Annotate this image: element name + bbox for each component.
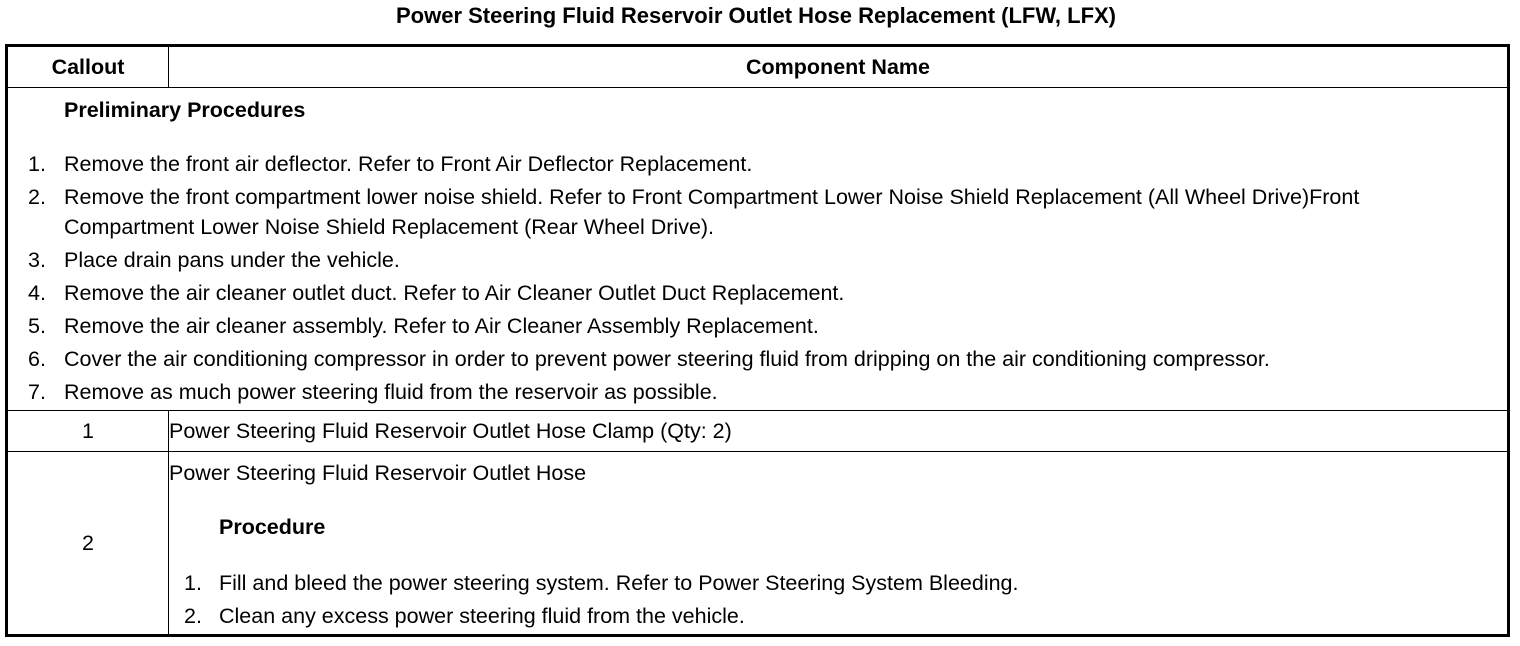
step-number: 4. [28, 281, 46, 305]
step-text: Remove the air cleaner assembly. Refer to Air Cleaner Assembly Replacement. [64, 314, 819, 338]
procedure-heading: Procedure [219, 515, 326, 539]
component-name-header: Component Name [169, 46, 1509, 88]
step-number: 1. [184, 571, 202, 595]
table-row [7, 452, 1509, 636]
procedure-table [5, 44, 1510, 637]
procedure-steps-list [169, 568, 1507, 631]
step-number: 7. [28, 380, 46, 404]
table-header-row [7, 46, 1509, 88]
step-number: 6. [28, 347, 46, 371]
callout-cell: 1 [7, 411, 169, 452]
step-number: 1. [28, 152, 46, 176]
step-text: Remove the front compartment lower noise shield. Refer to Front Compartment Lower Noise Shield Replacement (All Wheel Drive)Front Compartment Lower Noise Shield Replacement (Rear Wheel Drive). [64, 185, 1360, 239]
step-text: Remove the air cleaner outlet duct. Refer to Air Cleaner Outlet Duct Replacement. [64, 281, 845, 305]
list-item [8, 182, 1507, 242]
step-text: Remove the front air deflector. Refer to Front Air Deflector Replacement. [64, 152, 753, 176]
table-row [7, 411, 1509, 452]
callout-header: Callout [7, 46, 169, 88]
callout-cell: 2 [7, 452, 169, 636]
component-name-cell: Power Steering Fluid Reservoir Outlet Hose Clamp (Qty: 2) [169, 411, 1509, 452]
list-item [8, 278, 1507, 308]
component-name: Power Steering Fluid Reservoir Outlet Hose [169, 461, 587, 485]
step-text: Remove as much power steering fluid from the reservoir as possible. [64, 380, 718, 404]
preliminary-row [7, 88, 1509, 411]
step-number: 2. [184, 604, 202, 628]
list-item [169, 601, 1507, 631]
list-item [8, 344, 1507, 374]
preliminary-procedures-cell [7, 88, 1509, 411]
step-number: 5. [28, 314, 46, 338]
list-item [8, 311, 1507, 341]
step-number: 3. [28, 248, 46, 272]
step-text: Clean any excess power steering fluid from the vehicle. [219, 604, 745, 628]
step-text: Cover the air conditioning compressor in order to prevent power steering fluid from dripping on the air conditioning compressor. [64, 347, 1270, 371]
preliminary-procedures-heading: Preliminary Procedures [64, 98, 306, 122]
list-item [8, 377, 1507, 407]
list-item [8, 149, 1507, 179]
list-item [169, 568, 1507, 598]
step-text: Fill and bleed the power steering system. Refer to Power Steering System Bleeding. [219, 571, 1019, 595]
step-number: 2. [28, 185, 46, 209]
component-name-cell [169, 452, 1509, 636]
document-title: Power Steering Fluid Reservoir Outlet Hose Replacement (LFW, LFX) [395, 3, 1117, 28]
step-text: Place drain pans under the vehicle. [64, 248, 400, 272]
preliminary-steps-list [8, 149, 1507, 407]
list-item [8, 245, 1507, 275]
